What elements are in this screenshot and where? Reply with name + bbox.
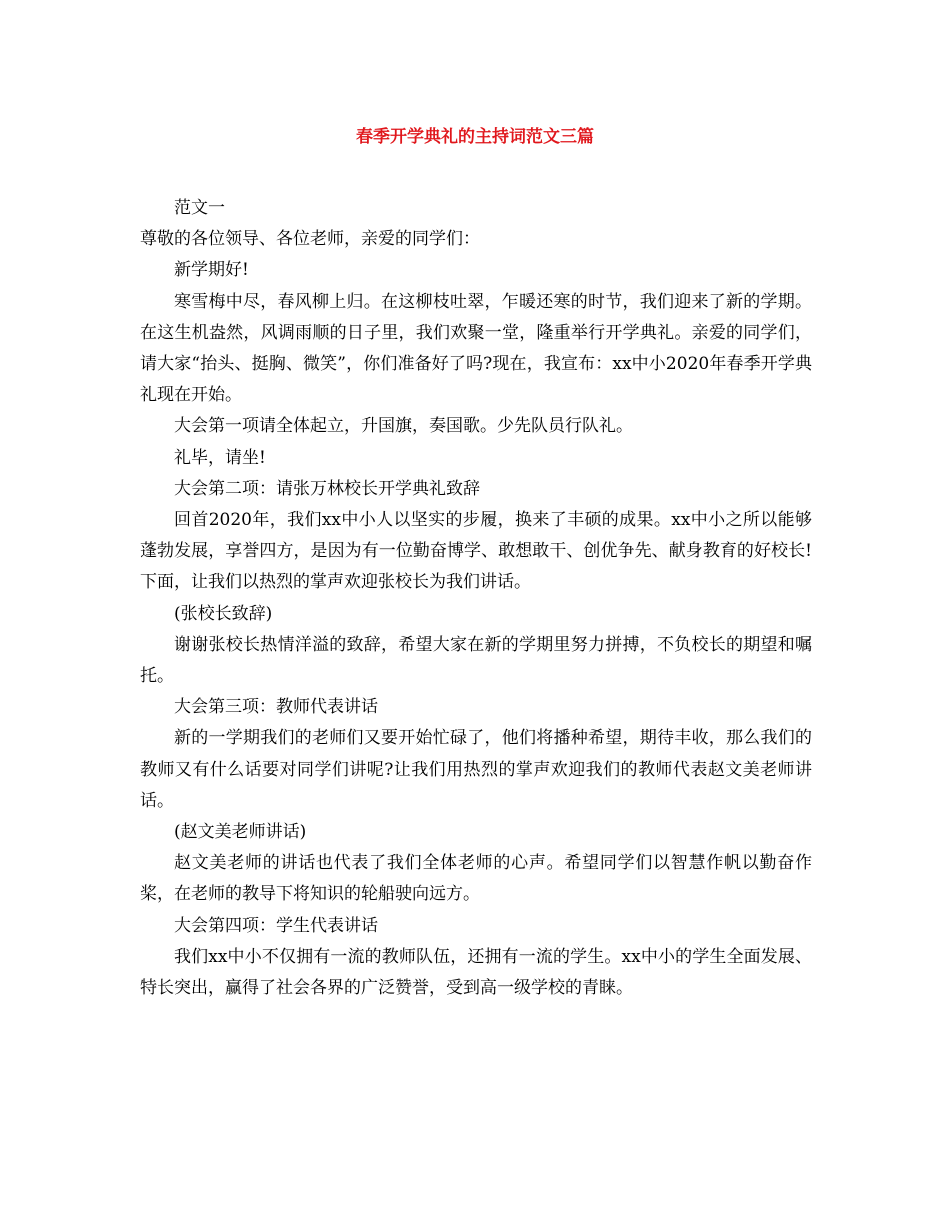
paragraph: 范文一 bbox=[174, 198, 225, 218]
document-body bbox=[140, 193, 812, 1004]
paragraph: 回首2020年，我们xx中小人以坚实的步履，换来了丰硕的成果。xx中小之所以能够蓬勃发展，享誉四方，是因为有一位勤奋博学、敢想敢干、创优争先、献身教育的好校长!下面，让我们以热烈的掌声欢迎张校长为我们讲话。 bbox=[140, 510, 812, 593]
paragraph: 我们xx中小不仅拥有一流的教师队伍，还拥有一流的学生。xx中小的学生全面发展、特长突出，赢得了社会各界的广泛赞誉，受到高一级学校的青睐。 bbox=[140, 946, 812, 999]
paragraph: 大会第二项：请张万林校长开学典礼致辞 bbox=[174, 478, 480, 499]
paragraph: 大会第一项请全体起立，升国旗，奏国歌。少先队员行队礼。 bbox=[174, 416, 633, 437]
paragraph: 新的一学期我们的老师们又要开始忙碌了，他们将播种希望，期待丰收，那么我们的教师又有什么话要对同学们讲呢?让我们用热烈的掌声欢迎我们的教师代表赵文美老师讲话。 bbox=[140, 728, 812, 811]
document-title: 春季开学典礼的主持词范文三篇 bbox=[356, 127, 594, 147]
paragraph: 新学期好! bbox=[174, 260, 249, 281]
paragraph: (张校长致辞) bbox=[174, 603, 273, 624]
paragraph: 赵文美老师的讲话也代表了我们全体老师的心声。希望同学们以智慧作帆以勤奋作桨，在老师的教导下将知识的轮船驶向远方。 bbox=[140, 853, 812, 905]
paragraph: 寒雪梅中尽，春风柳上归。在这柳枝吐翠，乍暖还寒的时节，我们迎来了新的学期。在这生机盎然，风调雨顺的日子里，我们欢聚一堂，隆重举行开学典礼。亲爱的同学们，请大家“抬头、挺胸、微笑”，你们准备好了吗?现在，我宣布：xx中小2020年春季开学典礼现在开始。 bbox=[140, 291, 812, 406]
paragraph: (赵文美老师讲话) bbox=[174, 822, 307, 843]
paragraph: 大会第四项：学生代表讲话 bbox=[174, 915, 378, 936]
paragraph: 礼毕，请坐! bbox=[174, 447, 266, 468]
paragraph: 谢谢张校长热情洋溢的致辞，希望大家在新的学期里努力拼搏，不负校长的期望和嘱托。 bbox=[140, 634, 812, 687]
paragraph: 尊敬的各位领导、各位老师，亲爱的同学们： bbox=[140, 229, 480, 250]
paragraph: 大会第三项：教师代表讲话 bbox=[174, 697, 378, 718]
